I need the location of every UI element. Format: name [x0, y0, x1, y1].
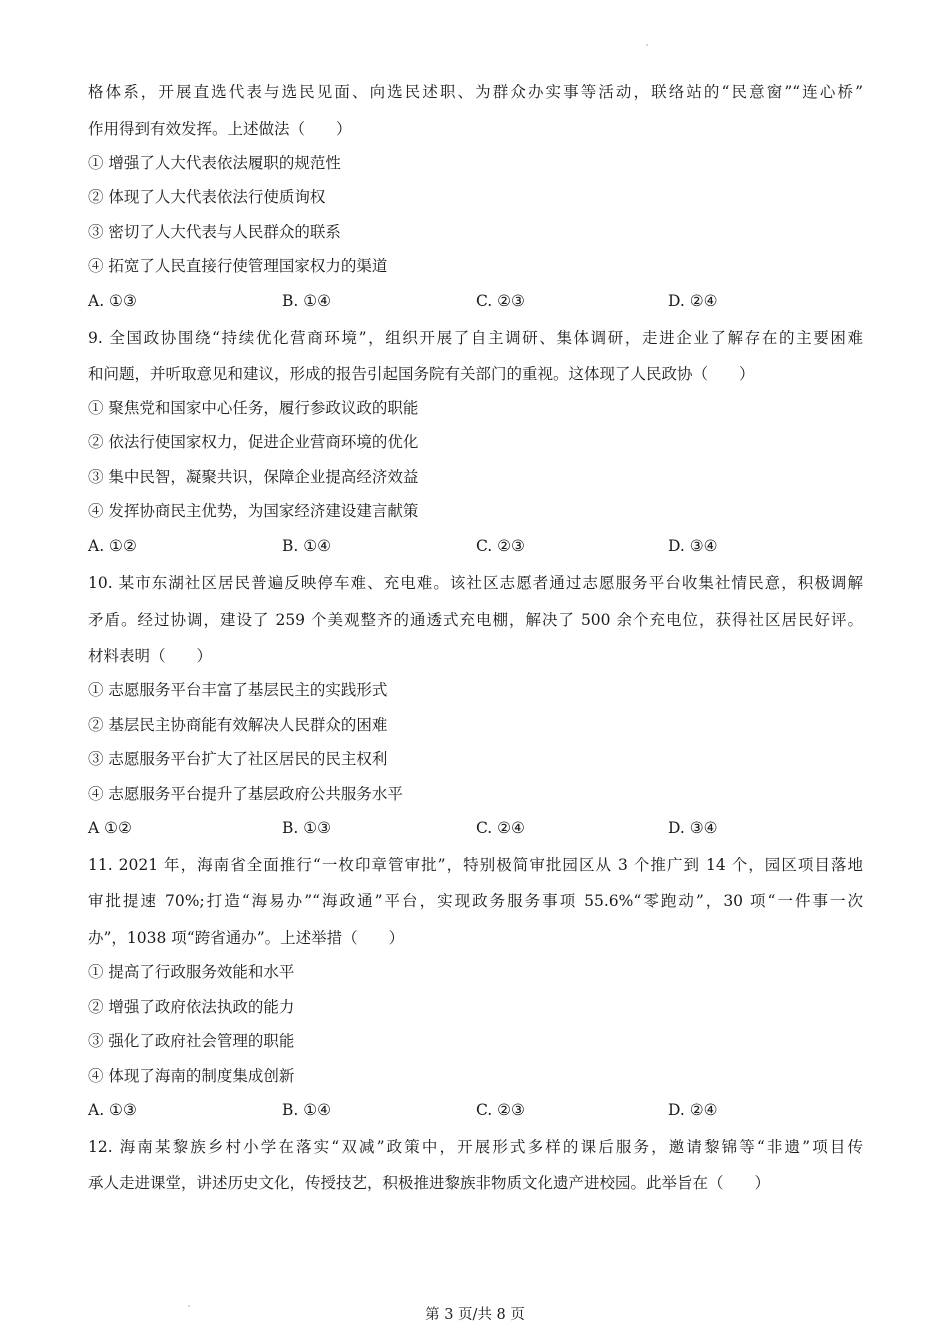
q11-item-3: ③ 强化了政府社会管理的职能 [88, 1032, 295, 1050]
q9-stem-line-1: 9. 全国政协围绕“持续优化营商环境”，组织开展了自主调研、集体调研，走进企业了解存在的主要困难 [88, 329, 863, 347]
q11-option-a[interactable]: A. ①③ [88, 1101, 137, 1119]
q10-option-d[interactable]: D. ③④ [668, 819, 718, 837]
q9-option-c[interactable]: C. ②③ [476, 537, 525, 555]
q9-item-3: ③ 集中民智，凝聚共识，保障企业提高经济效益 [88, 468, 419, 486]
q11-item-4: ④ 体现了海南的制度集成创新 [88, 1067, 295, 1085]
q10-item-4: ④ 志愿服务平台提升了基层政府公共服务水平 [88, 785, 403, 803]
q10-option-a[interactable]: A ①② [88, 819, 132, 837]
q10-option-b[interactable]: B. ①③ [282, 819, 332, 837]
q10-stem-line-3: 材料表明（ ） [88, 647, 213, 665]
q9-item-4: ④ 发挥协商民主优势，为国家经济建设建言献策 [88, 502, 419, 520]
scan-speck [188, 1305, 190, 1307]
q10-item-2: ② 基层民主协商能有效解决人民群众的困难 [88, 716, 388, 734]
q11-stem-line-1: 11. 2021 年，海南省全面推行“一枚印章管审批”，特别极简审批园区从 3 个推广到 14 个，园区项目落地 [88, 856, 863, 874]
q11-option-c[interactable]: C. ②③ [476, 1101, 525, 1119]
q9-option-d[interactable]: D. ③④ [668, 537, 718, 555]
q9-item-2: ② 依法行使国家权力，促进企业营商环境的优化 [88, 433, 419, 451]
q11-option-b[interactable]: B. ①④ [282, 1101, 332, 1119]
q9-item-1: ① 聚焦党和国家中心任务，履行参政议政的职能 [88, 399, 419, 417]
q10-option-c[interactable]: C. ②④ [476, 819, 525, 837]
q10-stem-line-1: 10. 某市东湖社区居民普遍反映停车难、充电难。该社区志愿者通过志愿服务平台收集社情民意，积极调解 [88, 574, 863, 592]
q8-options [88, 291, 848, 311]
q11-options [88, 1100, 848, 1120]
q11-option-d[interactable]: D. ②④ [668, 1101, 718, 1119]
page-number-footer: 第 3 页/共 8 页 [425, 1307, 525, 1323]
q9-option-a[interactable]: A. ①② [88, 537, 137, 555]
q10-item-3: ③ 志愿服务平台扩大了社区居民的民主权利 [88, 750, 388, 768]
q10-options [88, 818, 848, 838]
q12-stem-line-2: 承人走进课堂，讲述历史文化，传授技艺，积极推进黎族非物质文化遗产进校园。此举旨在（ ） [88, 1174, 771, 1192]
q8-stem-line-1: 格体系，开展直选代表与选民见面、向选民述职、为群众办实事等活动，联络站的“民意窗”“连心桥” [88, 83, 863, 101]
q11-item-2: ② 增强了政府依法执政的能力 [88, 998, 295, 1016]
q8-option-a[interactable]: A. ①③ [88, 292, 137, 310]
q8-item-2: ② 体现了人大代表依法行使质询权 [88, 188, 326, 206]
q9-stem-line-2: 和问题，并听取意见和建议，形成的报告引起国务院有关部门的重视。这体现了人民政协（ ） [88, 365, 755, 383]
q11-stem-line-2: 审批提速 70%;打造“海易办”“海政通”平台，实现政务服务事项 55.6%“零跑动”，30 项“一件事一次 [88, 892, 863, 910]
q8-option-c[interactable]: C. ②③ [476, 292, 525, 310]
q12-stem-line-1: 12. 海南某黎族乡村小学在落实“双减”政策中，开展形式多样的课后服务，邀请黎锦等“非遗”项目传 [88, 1138, 863, 1156]
scan-speck [646, 44, 648, 46]
q8-stem-line-2: 作用得到有效发挥。上述做法（ ） [88, 120, 352, 138]
q10-stem-line-2: 矛盾。经过协调，建设了 259 个美观整齐的通透式充电棚，解决了 500 余个充电位，获得社区居民好评。 [88, 611, 863, 629]
q8-option-b[interactable]: B. ①④ [282, 292, 332, 310]
q8-item-3: ③ 密切了人大代表与人民群众的联系 [88, 223, 341, 241]
q9-options [88, 536, 848, 556]
q8-item-4: ④ 拓宽了人民直接行使管理国家权力的渠道 [88, 257, 388, 275]
q10-item-1: ① 志愿服务平台丰富了基层民主的实践形式 [88, 681, 388, 699]
q11-item-1: ① 提高了行政服务效能和水平 [88, 963, 295, 981]
q8-option-d[interactable]: D. ②④ [668, 292, 718, 310]
q8-item-1: ① 增强了人大代表依法履职的规范性 [88, 154, 341, 172]
q9-option-b[interactable]: B. ①④ [282, 537, 332, 555]
q11-stem-line-3: 办”，1038 项“跨省通办”。上述举措（ ） [88, 929, 405, 947]
